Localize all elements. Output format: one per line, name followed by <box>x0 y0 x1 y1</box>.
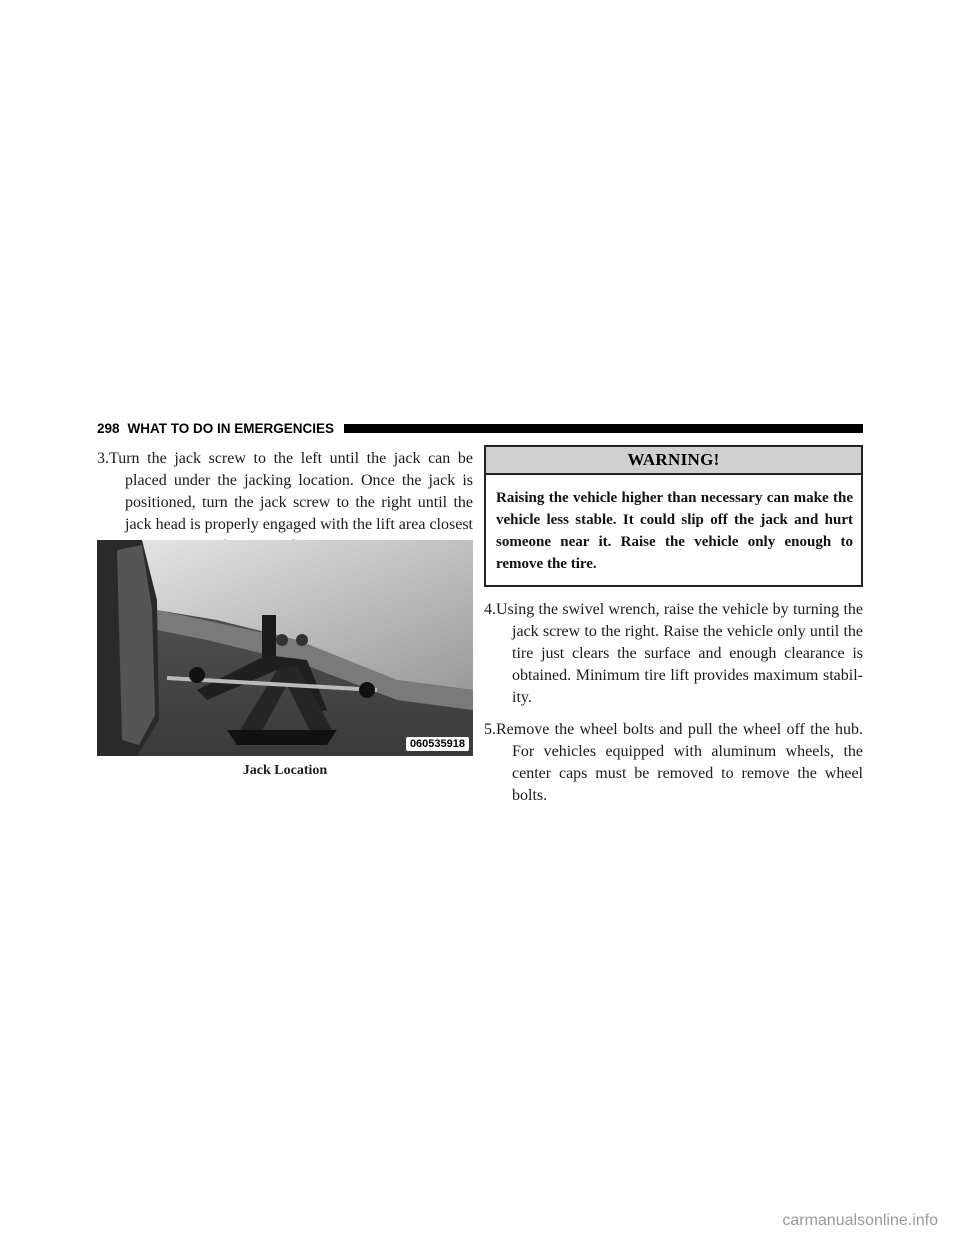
step-5: 5. Remove the wheel bolts and pull the wheel off the hub. For vehicles equipped with aluminum wheels, the center caps must be removed to remove the wheel bolts. <box>484 719 863 807</box>
step-text: Using the swivel wrench, raise the vehicle by turning the jack screw to the right. Raise the vehicle only until the tire just clears the surface and enough clearance is obtained. Minimum tire lift provides maximum stabil-ity. <box>496 601 863 706</box>
watermark: carmanualsonline.info <box>782 1212 938 1229</box>
step-text: Remove the wheel bolts and pull the wheel off the hub. For vehicles equipped with aluminum wheels, the center caps must be removed to remove the wheel bolts. <box>496 721 863 804</box>
header-rule <box>344 424 863 433</box>
section-title: WHAT TO DO IN EMERGENCIES <box>127 420 335 436</box>
page-number: 298 <box>97 420 120 436</box>
step-text: Turn the jack screw to the left until the jack can be placed under the jacking location. Once the jack is positioned, turn the jack screw to the right until the jack head is properly engaged with the lift area closest <box>109 450 473 533</box>
right-steps <box>484 599 863 807</box>
figure-caption: Jack Location <box>242 763 328 778</box>
warning-title: WARNING! <box>486 447 861 475</box>
page-header <box>97 418 863 438</box>
figure-code: 060535918 <box>406 737 469 751</box>
warning-body: Raising the vehicle higher than necessary can make the vehicle less stable. It could slip off the jack and hurt someone near it. Raise the vehicle only enough to remove the tire. <box>496 490 853 572</box>
step-3: 3. Turn the jack screw to the left until the jack can be placed under the jacking location. Once the jack is positioned, turn the jack screw to the right until the jack head is properly engaged with the lift area closest <box>97 448 473 558</box>
warning-box <box>484 445 863 587</box>
right-column <box>484 445 863 807</box>
jack-location-figure <box>97 540 473 756</box>
jack-illustration <box>97 540 473 756</box>
step-4: 4. Using the swivel wrench, raise the vehicle by turning the jack screw to the right. Raise the vehicle only until the tire just clears the surface and enough clearance is obtained. Minimum tire lift provides maximum stabil-ity. <box>484 599 863 709</box>
